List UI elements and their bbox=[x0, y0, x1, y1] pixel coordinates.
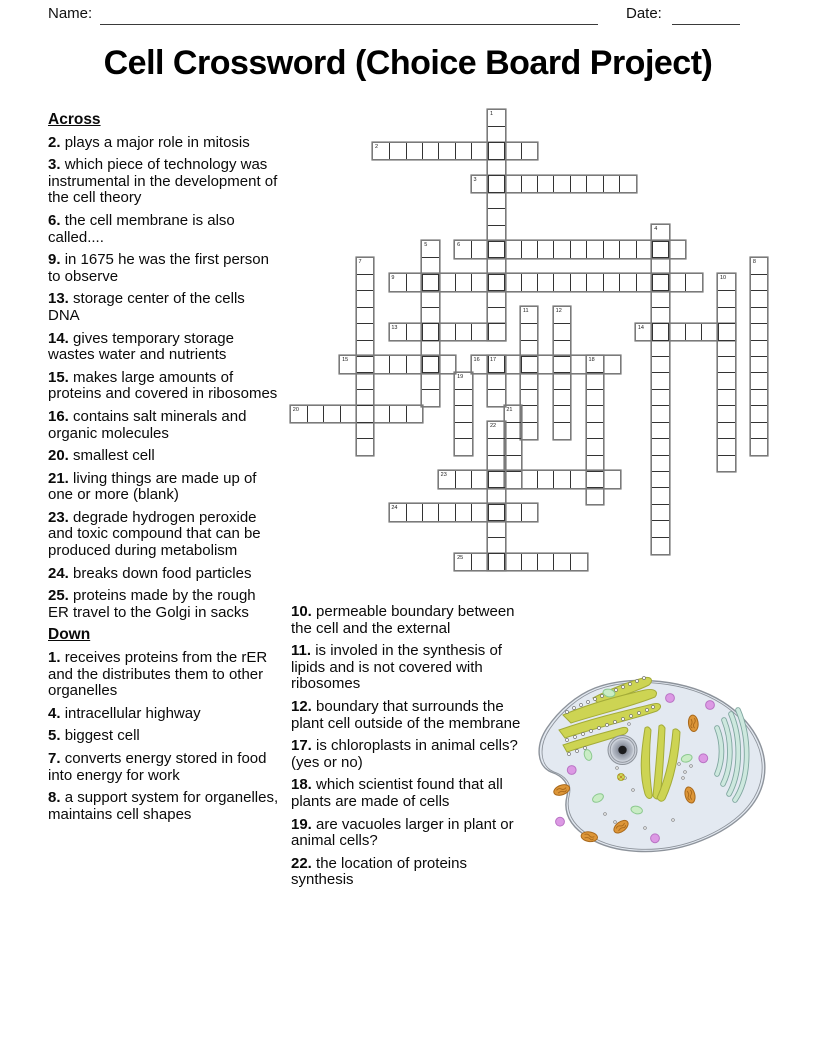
clue-text: is chloroplasts in animal cells? (yes or no) bbox=[291, 737, 518, 771]
clue-text: are vacuoles larger in plant or animal cells? bbox=[291, 815, 514, 850]
clue-text: boundary that surrounds the plant cell outside of the membrane bbox=[291, 697, 521, 732]
animal-cell-diagram bbox=[533, 668, 783, 860]
clue-item bbox=[48, 751, 280, 784]
crossword-word-25-across[interactable] bbox=[455, 554, 586, 570]
clue-item bbox=[48, 135, 280, 152]
crossword-word-19-down[interactable] bbox=[455, 373, 471, 455]
clue-number: 22. bbox=[291, 854, 317, 872]
clue-item bbox=[48, 650, 280, 700]
page-title: Cell Crossword (Choice Board Project) bbox=[103, 44, 713, 82]
clue-text: which scientist found that all plants are made of cells bbox=[291, 776, 503, 810]
clue-number: 21. bbox=[48, 469, 74, 487]
crossword-word-11-down[interactable] bbox=[521, 307, 537, 438]
clue-text: smallest cell bbox=[73, 447, 155, 465]
clue-item bbox=[48, 566, 280, 583]
name-label: Name: bbox=[48, 5, 93, 22]
clue-text: biggest cell bbox=[64, 727, 140, 745]
clue-item bbox=[48, 448, 280, 465]
clue-text: breaks down food particles bbox=[73, 564, 252, 582]
down-clue-list-right bbox=[291, 604, 521, 889]
clue-item bbox=[48, 471, 280, 504]
centriole bbox=[617, 773, 624, 780]
crossword-word-18-down[interactable] bbox=[587, 356, 603, 504]
clue-text: degrade hydrogen peroxide and toxic compound that can be produced during metabolism bbox=[48, 508, 261, 560]
clue-text: a support system for organelles, maintains cell shapes bbox=[48, 789, 279, 823]
grid-number-label: 8 bbox=[752, 258, 756, 265]
crossword-word-12-down[interactable] bbox=[554, 307, 570, 438]
grid-number-label: 7 bbox=[358, 258, 362, 265]
clue-item bbox=[48, 157, 280, 207]
clue-text: intracellular highway bbox=[64, 704, 201, 722]
clue-item bbox=[48, 728, 280, 745]
grid-number-label: 9 bbox=[391, 275, 395, 282]
grid-number-label: 2 bbox=[374, 143, 378, 150]
clue-number: 15. bbox=[48, 368, 74, 386]
grid-number-label: 1 bbox=[489, 111, 494, 117]
crossword-word-4-down[interactable] bbox=[652, 225, 668, 554]
clue-number: 25. bbox=[48, 587, 74, 605]
grid-number-label: 6 bbox=[457, 242, 461, 249]
clue-text: receives proteins from the rER and the distributes them to other organelles bbox=[48, 649, 268, 700]
clue-text: plays a major role in mitosis bbox=[64, 133, 250, 151]
grid-number-label: 22 bbox=[489, 423, 497, 430]
clues-right-column bbox=[291, 598, 521, 895]
crossword-word-1-down[interactable] bbox=[488, 110, 504, 340]
clue-number: 11. bbox=[291, 642, 316, 660]
clue-item bbox=[48, 409, 280, 442]
grid-number-label: 12 bbox=[555, 308, 562, 315]
clue-text: storage center of the cells DNA bbox=[48, 290, 245, 324]
grid-number-label: 10 bbox=[719, 275, 727, 282]
clue-number: 3. bbox=[48, 156, 65, 174]
date-label: Date: bbox=[626, 5, 662, 22]
grid-number-label: 17 bbox=[489, 357, 497, 364]
clue-number: 24. bbox=[48, 564, 74, 582]
grid-number-label: 24 bbox=[391, 505, 398, 512]
clue-text: the cell membrane is also called.... bbox=[48, 211, 235, 246]
clues-left-column bbox=[48, 110, 280, 829]
grid-number-label: 16 bbox=[473, 357, 480, 364]
clue-item bbox=[291, 856, 521, 889]
clue-number: 16. bbox=[48, 407, 74, 425]
grid-number-label: 11 bbox=[522, 308, 529, 315]
clue-text: makes large amounts of proteins and covered in ribosomes bbox=[48, 368, 278, 403]
grid-number-label: 3 bbox=[473, 176, 477, 183]
crossword-word-24-across[interactable] bbox=[390, 504, 538, 520]
clue-item bbox=[291, 738, 521, 771]
clue-text: converts energy stored in food into energy for work bbox=[48, 750, 267, 784]
clue-number: 5. bbox=[48, 727, 65, 745]
clue-text: is involed in the synthesis of lipids and is not covered with ribosomes bbox=[291, 642, 502, 693]
grid-number-label: 15 bbox=[342, 357, 349, 364]
clue-number: 18. bbox=[291, 776, 317, 794]
crossword-word-7-down[interactable] bbox=[357, 258, 373, 455]
clue-item bbox=[48, 588, 280, 621]
clue-number: 20. bbox=[48, 447, 74, 465]
crossword-word-22-down[interactable] bbox=[488, 422, 504, 570]
clue-number: 17. bbox=[291, 737, 317, 755]
clue-item bbox=[291, 817, 521, 850]
grid-number-label: 19 bbox=[457, 373, 464, 380]
grid-number-label: 25 bbox=[457, 554, 464, 561]
clue-item bbox=[48, 213, 280, 246]
clue-number: 4. bbox=[48, 704, 65, 722]
crossword-word-10-down[interactable] bbox=[718, 274, 734, 471]
clue-number: 10. bbox=[291, 603, 317, 620]
grid-number-label: 20 bbox=[292, 406, 299, 413]
crossword-word-21-down[interactable] bbox=[505, 406, 521, 488]
clue-text: contains salt minerals and organic molecules bbox=[48, 407, 247, 442]
clue-text: the location of proteins synthesis bbox=[291, 854, 467, 889]
clue-number: 14. bbox=[48, 329, 74, 347]
clue-number: 8. bbox=[48, 789, 65, 807]
clue-text: proteins made by the rough ER travel to the Golgi in sacks bbox=[48, 587, 256, 621]
clue-number: 1. bbox=[48, 649, 65, 667]
down-header: Down bbox=[48, 626, 91, 644]
grid-number-label: 21 bbox=[506, 406, 513, 413]
across-header: Across bbox=[48, 111, 101, 128]
grid-number-label: 18 bbox=[588, 357, 595, 364]
clue-item bbox=[48, 510, 280, 560]
clue-number: 9. bbox=[48, 251, 65, 269]
clue-number: 6. bbox=[48, 211, 65, 229]
clue-text: in 1675 he was the first person to observe bbox=[48, 251, 269, 285]
clue-item bbox=[48, 252, 280, 285]
clue-number: 23. bbox=[48, 508, 74, 526]
clue-item bbox=[291, 643, 521, 693]
down-clue-list-left bbox=[48, 650, 280, 823]
clue-item bbox=[48, 291, 280, 324]
clue-text: living things are made up of one or more (blank) bbox=[48, 469, 257, 504]
clue-number: 2. bbox=[48, 133, 65, 151]
clue-item bbox=[291, 699, 521, 732]
nucleolus bbox=[618, 746, 626, 754]
crossword-word-2-across[interactable] bbox=[373, 143, 537, 159]
crossword-word-17-down[interactable] bbox=[488, 356, 504, 405]
clue-text: permeable boundary between the cell and the external bbox=[291, 603, 515, 637]
clue-item bbox=[48, 331, 280, 364]
clue-text: which piece of technology was instrumental in the development of the cell theory bbox=[48, 156, 278, 207]
clue-item bbox=[48, 370, 280, 403]
clue-item bbox=[291, 604, 521, 637]
clue-item bbox=[291, 777, 521, 810]
grid-number-label: 5 bbox=[424, 242, 428, 249]
clue-number: 19. bbox=[291, 815, 317, 833]
nucleus bbox=[608, 736, 637, 765]
clue-number: 7. bbox=[48, 750, 65, 767]
grid-number-label: 23 bbox=[440, 472, 447, 479]
grid-number-label: 13 bbox=[391, 324, 398, 331]
clue-item bbox=[48, 706, 280, 723]
clue-number: 12. bbox=[291, 697, 317, 715]
clue-item bbox=[48, 790, 280, 823]
clue-text: gives temporary storage wastes water and nutrients bbox=[48, 329, 234, 364]
crossword-word-5-down[interactable] bbox=[422, 241, 438, 405]
clue-number: 13. bbox=[48, 290, 74, 308]
crossword-word-8-down[interactable] bbox=[751, 258, 767, 455]
grid-number-label: 4 bbox=[654, 226, 658, 232]
grid-number-label: 14 bbox=[637, 324, 644, 331]
across-clue-list bbox=[48, 135, 280, 622]
